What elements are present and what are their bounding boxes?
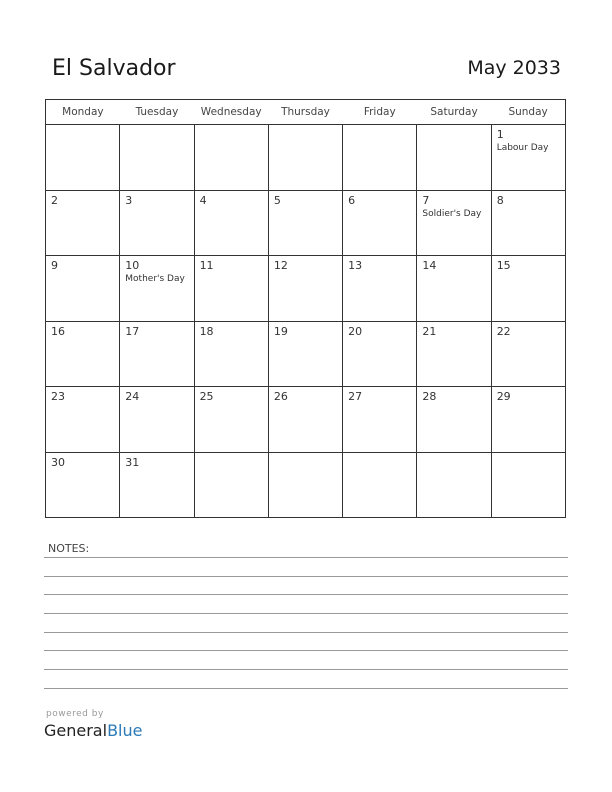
day-number: 22 (496, 324, 511, 338)
day-cell (491, 321, 565, 387)
day-cell (194, 256, 268, 322)
week-row (46, 321, 566, 387)
note-line (44, 594, 568, 595)
day-number: 16 (51, 324, 65, 338)
empty-day-cell (491, 452, 565, 518)
day-number: 5 (273, 193, 281, 207)
week-row (46, 452, 566, 518)
day-number: 10 (125, 259, 140, 272)
empty-day-cell (46, 125, 120, 191)
day-cell (194, 321, 268, 387)
day-number: 1 (496, 128, 504, 141)
note-line (44, 576, 568, 577)
day-cell (343, 256, 417, 322)
note-line (44, 557, 568, 558)
weekday-header-row (46, 100, 566, 125)
brand-blue-text: Blue (107, 721, 143, 740)
day-number: 28 (422, 390, 437, 403)
day-number: 12 (273, 259, 288, 272)
day-cell (120, 387, 194, 453)
day-cell (417, 321, 491, 387)
day-number: 20 (348, 324, 363, 338)
day-number: 9 (51, 259, 58, 272)
day-cell (417, 387, 491, 453)
weekday-wednesday: Wednesday (194, 100, 268, 125)
powered-by-text: powered by (46, 709, 104, 719)
note-line (44, 632, 568, 633)
day-cell (268, 321, 342, 387)
day-cell (46, 387, 120, 453)
day-number: 17 (125, 324, 140, 338)
day-cell (46, 190, 120, 256)
day-cell (268, 256, 342, 322)
note-line (44, 613, 568, 614)
empty-day-cell (268, 452, 342, 518)
empty-day-cell (194, 452, 268, 518)
day-number: 11 (199, 259, 214, 272)
weekday-friday: Friday (343, 100, 417, 125)
day-number: 19 (273, 324, 288, 338)
day-number: 13 (348, 259, 363, 272)
day-cell (120, 190, 194, 256)
weekday-monday: Monday (46, 100, 120, 125)
empty-day-cell (343, 125, 417, 191)
day-cell (120, 452, 194, 518)
day-number: 21 (422, 324, 437, 338)
day-cell (46, 256, 120, 322)
day-number: 7 (422, 193, 430, 207)
day-cell (268, 387, 342, 453)
weekday-tuesday: Tuesday (120, 100, 194, 125)
empty-day-cell (417, 125, 491, 191)
holiday-label: Mother's Day (125, 274, 185, 284)
empty-day-cell (194, 125, 268, 191)
note-line (44, 669, 568, 670)
day-cell (491, 190, 565, 256)
weekday-thursday: Thursday (268, 100, 342, 125)
day-cell (491, 387, 565, 453)
day-number: 18 (199, 324, 214, 338)
month-year-title: May 2033 (467, 57, 561, 79)
empty-day-cell (343, 452, 417, 518)
day-number: 26 (273, 390, 288, 403)
day-number: 27 (348, 390, 363, 403)
day-cell (268, 190, 342, 256)
week-row (46, 387, 566, 453)
day-cell (46, 452, 120, 518)
calendar-grid (45, 99, 566, 518)
week-row (46, 190, 566, 256)
day-number: 15 (496, 259, 511, 272)
day-cell (491, 256, 565, 322)
notes-label: NOTES: (48, 542, 90, 555)
empty-day-cell (268, 125, 342, 191)
day-cell (343, 190, 417, 256)
weekday-saturday: Saturday (417, 100, 491, 125)
day-cell (194, 387, 268, 453)
day-number: 6 (348, 193, 356, 207)
day-number: 3 (125, 193, 133, 207)
day-cell (417, 256, 491, 322)
note-line (44, 688, 568, 689)
day-number: 23 (51, 390, 65, 403)
day-cell (120, 321, 194, 387)
day-cell (343, 321, 417, 387)
week-row (46, 125, 566, 191)
day-number: 25 (199, 390, 214, 403)
day-number: 14 (422, 259, 437, 272)
day-number: 2 (51, 193, 58, 207)
holiday-label: Labour Day (496, 143, 549, 153)
day-cell (120, 256, 194, 322)
weekday-sunday: Sunday (491, 100, 565, 125)
day-cell (194, 190, 268, 256)
brand-general-text: General (44, 721, 108, 740)
note-line (44, 650, 568, 651)
day-number: 24 (125, 390, 140, 403)
day-number: 4 (199, 193, 207, 207)
day-cell (417, 190, 491, 256)
day-cell (491, 125, 565, 191)
day-number: 29 (496, 390, 511, 403)
holiday-label: Soldier's Day (422, 208, 482, 219)
brand-logo[interactable] (44, 721, 142, 740)
empty-day-cell (120, 125, 194, 191)
day-cell (46, 321, 120, 387)
day-number: 31 (125, 455, 140, 469)
day-number: 8 (496, 193, 504, 207)
day-number: 30 (51, 455, 65, 469)
week-row (46, 256, 566, 322)
day-cell (343, 387, 417, 453)
empty-day-cell (417, 452, 491, 518)
country-title: El Salvador (52, 56, 176, 81)
